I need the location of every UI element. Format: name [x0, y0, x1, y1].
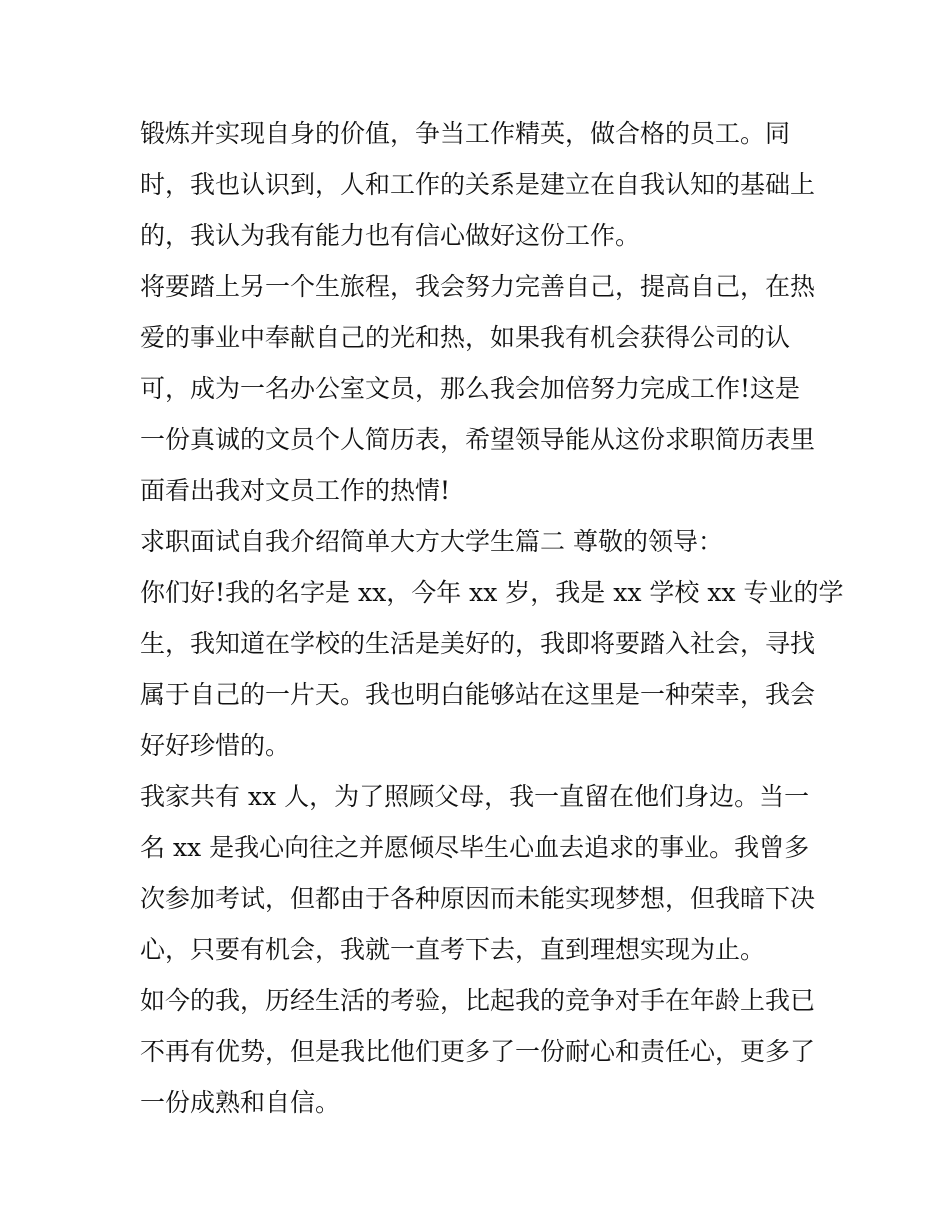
text-line: 你们好!我的名字是 xx，今年 xx 岁，我是 xx 学校 xx 专业的学 — [140, 578, 844, 607]
section-heading-line: 求职面试自我介绍简单大方大学生篇二 尊敬的领导： — [140, 527, 723, 556]
text-line: 我家共有 xx 人，为了照顾父母，我一直留在他们身边。当一 — [140, 782, 810, 811]
document-body — [140, 108, 844, 1128]
text-line: 好好珍惜的。 — [140, 731, 291, 760]
text-line: 一份成熟和自信。 — [140, 1088, 341, 1117]
text-line: 面看出我对文员工作的热情! — [140, 476, 451, 505]
text-line: 的，我认为我有能力也有信心做好这份工作。 — [140, 221, 641, 250]
text-line: 一份真诚的文员个人简历表，希望领导能从这份求职简历表里 — [140, 425, 816, 454]
text-line: 属于自己的一片天。我也明白能够站在这里是一种荣幸，我会 — [140, 680, 816, 709]
text-line: 生，我知道在学校的生活是美好的，我即将要踏入社会，寻找 — [140, 629, 816, 658]
text-line: 时，我也认识到，人和工作的关系是建立在自我认知的基础上 — [140, 170, 816, 199]
text-line: 名 xx 是我心向往之并愿倾尽毕生心血去追求的事业。我曾多 — [140, 833, 810, 862]
text-line: 如今的我，历经生活的考验，比起我的竞争对手在年龄上我已 — [140, 986, 816, 1015]
text-line: 可，成为一名办公室文员，那么我会加倍努力完成工作!这是 — [140, 374, 801, 403]
text-line: 次参加考试，但都由于各种原因而未能实现梦想，但我暗下决 — [140, 884, 816, 913]
text-line: 爱的事业中奉献自己的光和热，如果我有机会获得公司的认 — [140, 323, 791, 352]
text-line: 将要踏上另一个生旅程，我会努力完善自己，提高自己，在热 — [140, 272, 816, 301]
text-line: 不再有优势，但是我比他们更多了一份耐心和责任心，更多了 — [140, 1037, 816, 1066]
text-line: 锻炼并实现自身的价值，争当工作精英，做合格的员工。同 — [140, 119, 791, 148]
text-line: 心，只要有机会，我就一直考下去，直到理想实现为止。 — [140, 935, 766, 964]
